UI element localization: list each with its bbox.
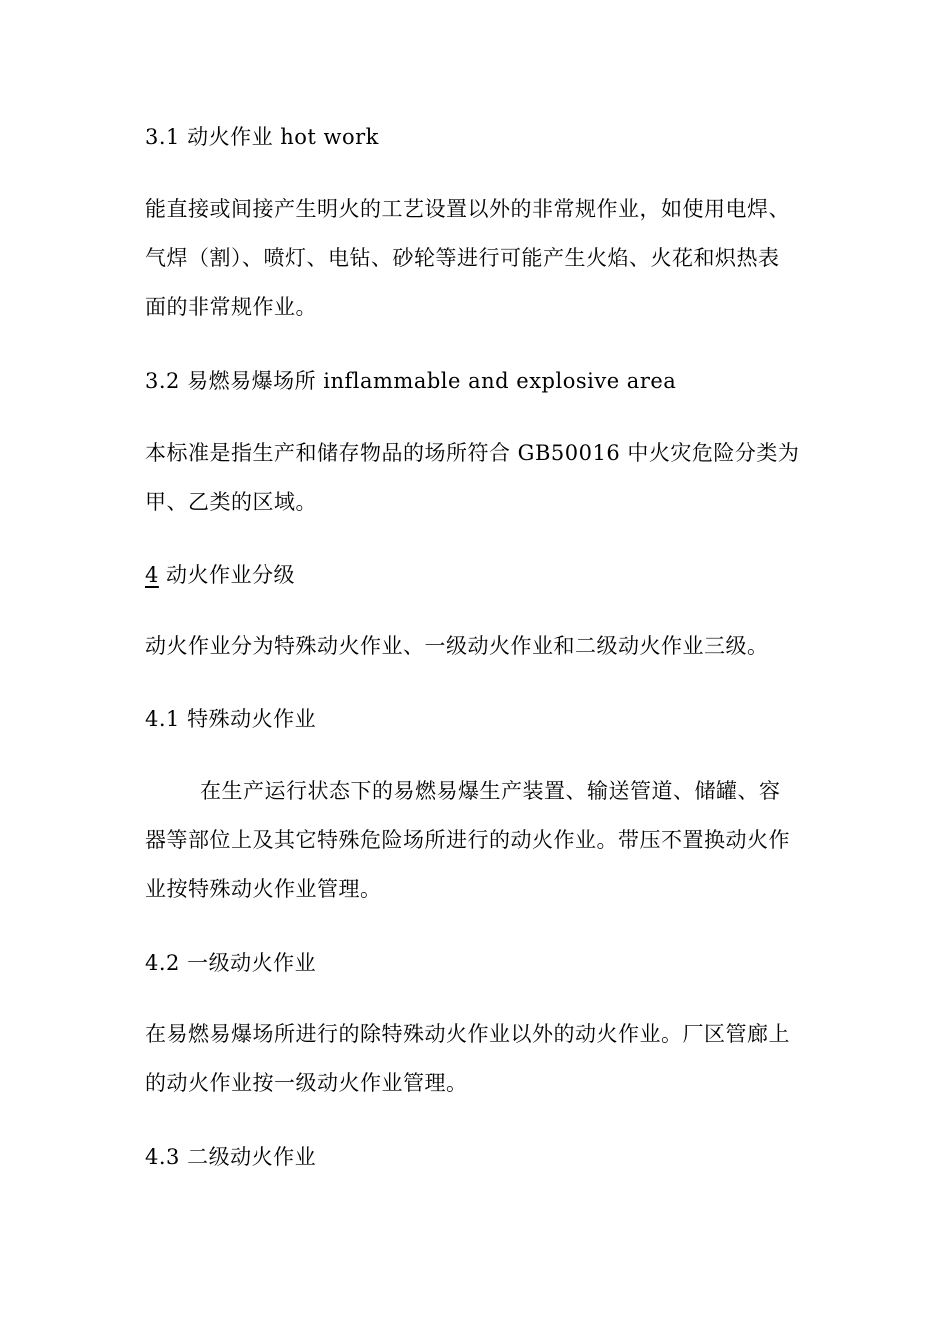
- section-heading-4-2: 4.2 一级动火作业: [145, 951, 317, 975]
- paragraph-line: 动火作业分为特殊动火作业、一级动火作业和二级动火作业三级。: [145, 634, 769, 658]
- section-heading-3-2: 3.2 易燃易爆场所 inflammable and explosive area: [145, 369, 677, 393]
- section-number: 4: [145, 563, 159, 587]
- paragraph-line-indented: 在生产运行状态下的易燃易爆生产装置、输送管道、储罐、容: [200, 779, 781, 803]
- section-heading-4: [145, 562, 295, 588]
- paragraph-line: 的动火作业按一级动火作业管理。: [145, 1071, 468, 1095]
- paragraph-line: 能直接或间接产生明火的工艺设置以外的非常规作业，如使用电焊、: [145, 197, 790, 221]
- section-heading-3-1: 3.1 动火作业 hot work: [145, 125, 379, 149]
- paragraph-line: 器等部位上及其它特殊危险场所进行的动火作业。带压不置换动火作: [145, 828, 790, 852]
- paragraph-line: 业按特殊动火作业管理。: [145, 877, 382, 901]
- section-title: 动火作业分级: [158, 563, 296, 587]
- paragraph-line: 面的非常规作业。: [145, 295, 317, 319]
- paragraph-line: 甲、乙类的区域。: [145, 490, 317, 514]
- paragraph-line: 在易燃易爆场所进行的除特殊动火作业以外的动火作业。厂区管廊上: [145, 1022, 790, 1046]
- paragraph-line: 气焊（割）、喷灯、电钻、砂轮等进行可能产生火焰、火花和炽热表: [145, 246, 780, 270]
- section-heading-4-3: 4.3 二级动火作业: [145, 1145, 317, 1169]
- section-heading-4-1: 4.1 特殊动火作业: [145, 707, 317, 731]
- paragraph-line: 本标准是指生产和储存物品的场所符合 GB50016 中火灾危险分类为: [145, 441, 800, 465]
